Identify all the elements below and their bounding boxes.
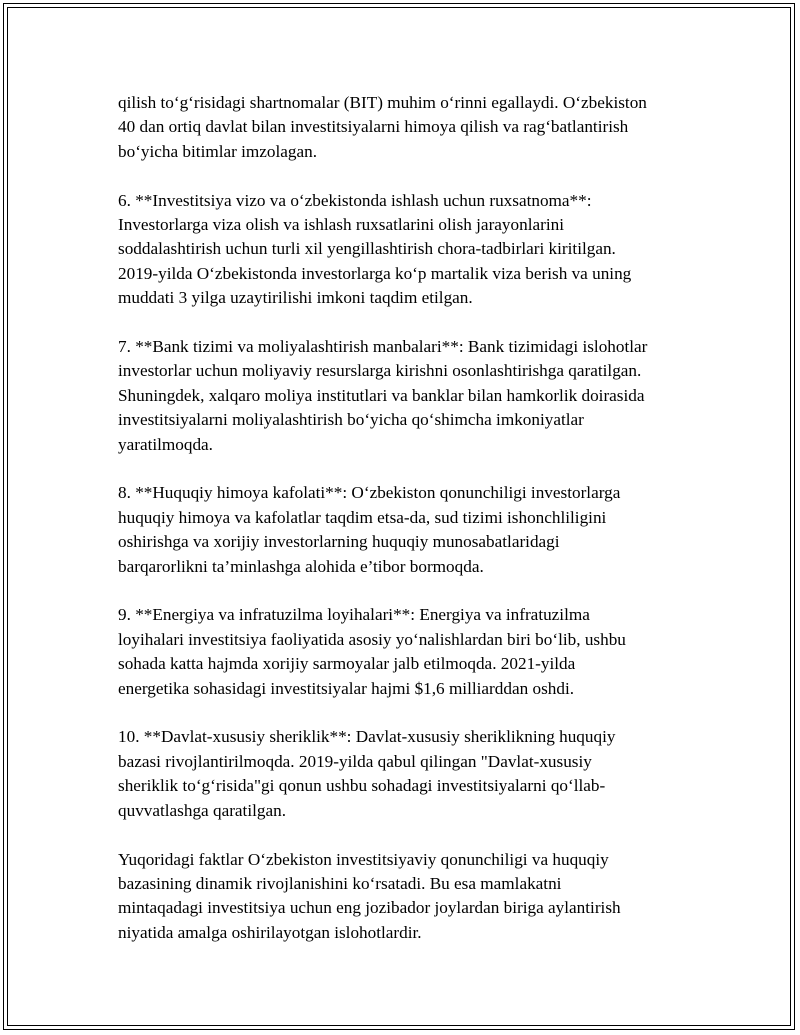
paragraph-legal-protection: 8. **Huquqiy himoya kafolati**: O‘zbekiston qonunchiligi investorlarga huquqiy himoya va kafolatlar taqdim etsa-da, sud tizimi ishonchliligini oshirishga va xorijiy investorlarning huquqiy munosabatlaridagi barqarorlikni ta’minlashga alohida e’tibor bormoqda. xyxy=(118,483,621,576)
paragraph-banking-system: 7. **Bank tizimi va moliyalashtirish manbalari**: Bank tizimidagi islohotlar investorlar uchun moliyaviy resurslarga kirishni osonlashtirishga qaratilgan. Shuningdek, xalqaro moliya institutlari va banklar bilan hamkorlik doirasida investitsiyalarni moliyalashtirish bo‘yicha qo‘shimcha imkoniyatlar yaratilmoqda. xyxy=(118,337,648,454)
paragraph-conclusion: Yuqoridagi faktlar O‘zbekiston investitsiyaviy qonunchiligi va huquqiy bazasining dinamik rivojlanishini ko‘rsatadi. Bu esa mamlakatni mintaqadagi investitsiya uchun eng jozibador joylardan biriga aylantirish niyatida amalga oshirilayotgan islohotlardir. xyxy=(118,849,621,942)
paragraph-bit-agreements: qilish to‘g‘risidagi shartnomalar (BIT) muhim o‘rinni egallaydi. O‘zbekiston 40 dan ortiq davlat bilan investitsiyalarni himoya qilish va rag‘batlantirish bo‘yicha bitimlar imzolagan. xyxy=(118,93,647,161)
paragraph-investment-visa: 6. **Investitsiya vizo va o‘zbekistonda ishlash uchun ruxsatnoma**: Investorlarga viza olish va ishlash ruxsatlarini olish jarayonlarini soddalashtirish uchun turli xil yengillashtirish chora-tadbirlari kiritilgan. 2019-yilda O‘zbekistonda investorlarga ko‘p martalik viza berish va uning muddati 3 yilga uzaytirilishi imkoni taqdim etilgan. xyxy=(118,190,632,308)
document-body xyxy=(118,91,698,970)
paragraph-energy-infrastructure: 9. **Energiya va infratuzilma loyihalari**: Energiya va infratuzilma loyihalari investitsiya faoliyatida asosiy yo‘nalishlardan biri bo‘lib, ushbu sohada katta hajmda xorijiy sarmoyalar jalb etilmoqda. 2021-yilda energetika sohasidagi investitsiyalar hajmi $1,6 milliarddan oshdi. xyxy=(118,605,626,698)
paragraph-public-private-partnership: 10. **Davlat-xususiy sheriklik**: Davlat-xususiy sheriklikning huquqiy bazasi rivojlantirilmoqda. 2019-yilda qabul qilingan "Davlat-xususiy sheriklik to‘g‘risida"gi qonun ushbu sohadagi investitsiyalarni qo‘llab- quvvatlashga qaratilgan. xyxy=(118,727,616,820)
